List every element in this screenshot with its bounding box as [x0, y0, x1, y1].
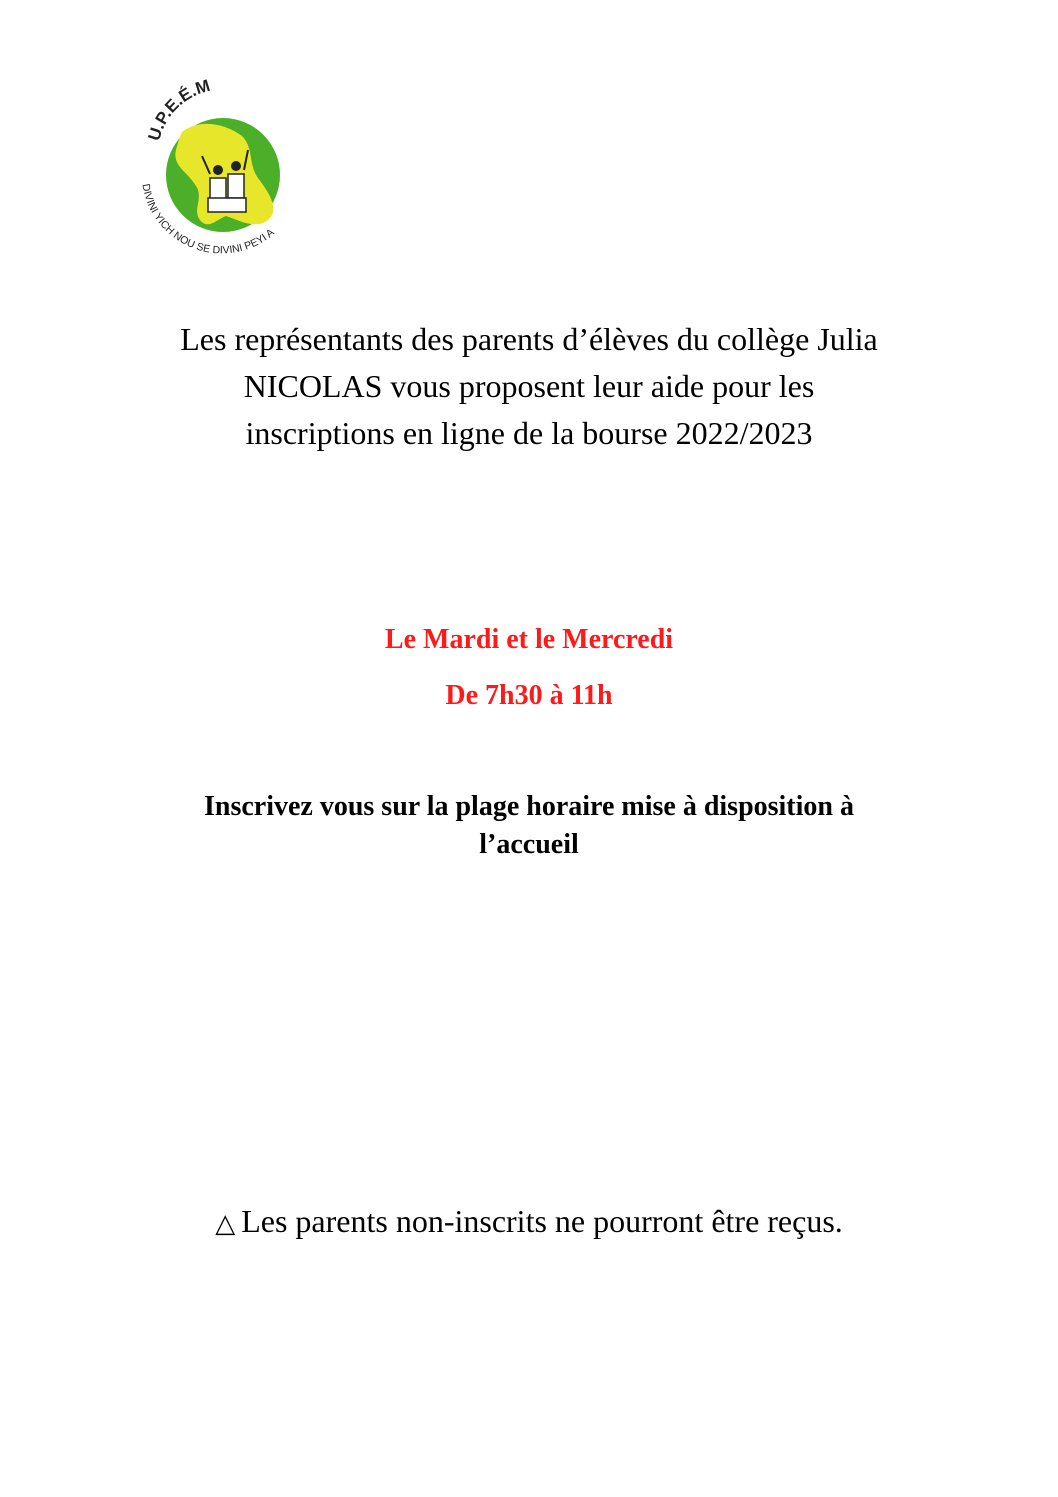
logo-figure-head-left [213, 165, 223, 175]
warning-text: Les parents non-inscrits ne pourront être reçus. [241, 1203, 843, 1239]
logo-motto-text: DIVINI YICH NOU SE DIVINI PEYI A [139, 182, 277, 257]
signup-instruction [100, 788, 958, 864]
intro-line: NICOLAS vous proposent leur aide pour les [243, 368, 815, 404]
logo-figure-right [228, 174, 244, 198]
logo-brand-text: U.P.E.É.M [144, 75, 213, 143]
signup-line: Inscrivez vous sur la plage horaire mise à disposition à [203, 791, 854, 822]
schedule-hours: De 7h30 à 11h [445, 680, 613, 711]
logo-figure-left [210, 178, 226, 200]
intro-line: inscriptions en ligne de la bourse 2022/2023 [245, 415, 813, 451]
intro-paragraph [100, 316, 958, 457]
upeem-logo-graphic [130, 70, 310, 270]
intro-line: Les représentants des parents d’élèves du collège Julia [180, 321, 878, 357]
logo-figure-head-right [231, 161, 241, 171]
signup-line: l’accueil [479, 829, 579, 860]
warning-triangle-icon: △ [215, 1209, 236, 1239]
upeem-logo [130, 70, 310, 270]
logo-book [208, 198, 246, 212]
warning-notice [100, 1203, 958, 1240]
schedule-days: Le Mardi et le Mercredi [384, 624, 674, 655]
